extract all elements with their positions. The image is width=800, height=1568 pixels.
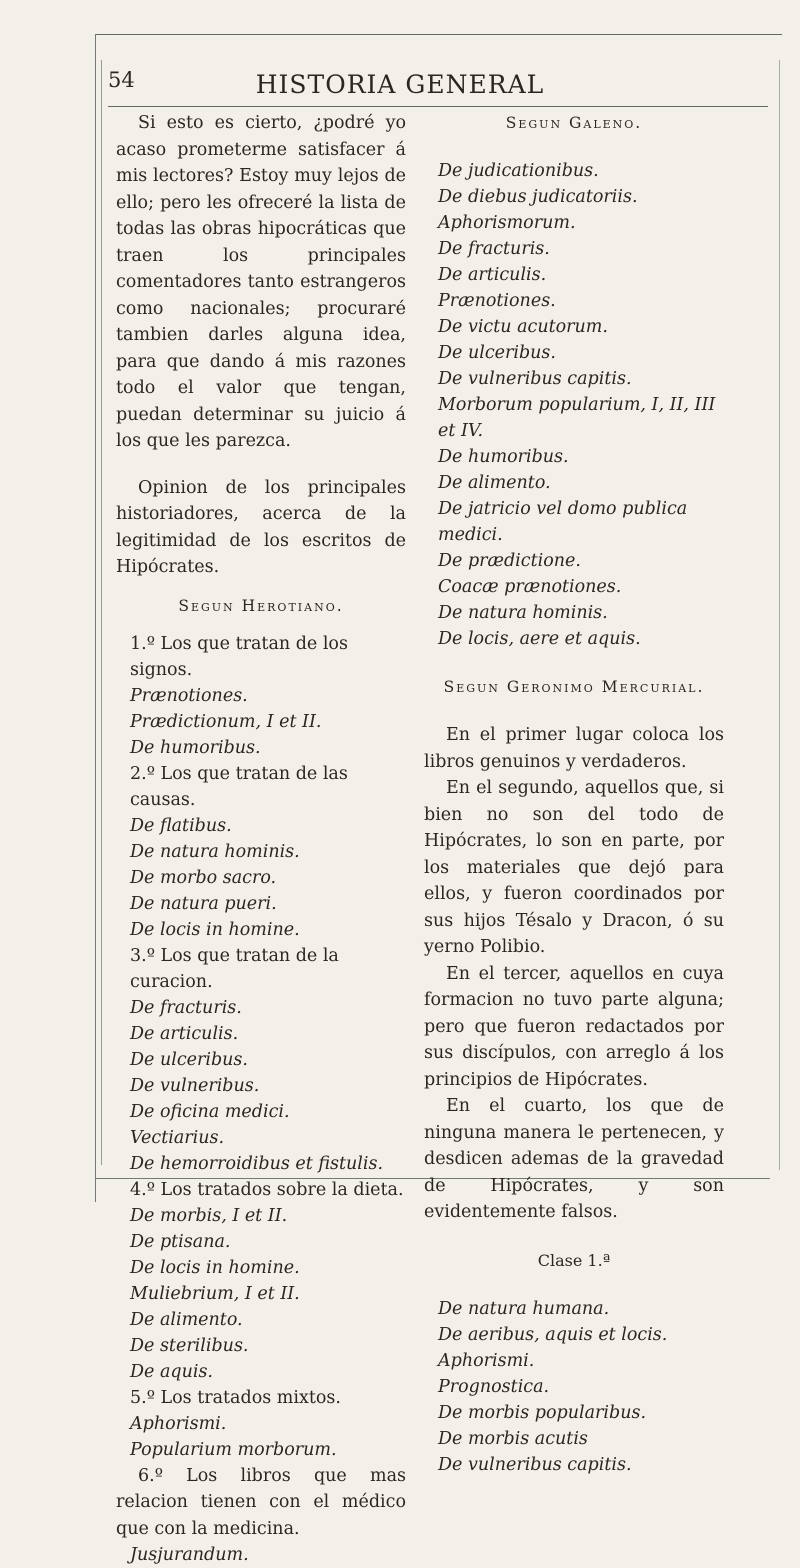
list-item-last: Jusjurandum. [130,1545,249,1565]
clase-list [424,1296,724,1478]
herotiano-list-item: 1.º Los que tratan de los signos. [130,633,348,680]
herotiano-list-item: Vectiarius. [130,1127,225,1148]
galeno-list-item: Coacæ prænotiones. [438,577,622,597]
herotiano-list-item: De articulis. [130,1023,239,1044]
herotiano-list-item: De locis in homine. [130,1257,300,1278]
herotiano-list [116,631,406,1463]
herotiano-list-item: De humoribus. [130,737,261,758]
intro-paragraph: Si esto es cierto, ¿podré yo acaso prometerme satisfacer á mis lectores? Estoy muy lejos de ello; pero les ofreceré la lista de todas las obras hipocráticas que traen los principales comentadores tanto estrangeros como nacionales; procuraré tambien darles alguna idea, para que dando á mis razones todo el valor que tengan, puedan determinar su juicio á los que les parezca. [116,113,406,451]
herotiano-list-item: De natura pueri. [130,893,277,914]
herotiano-list-item: 4.º Los tratados sobre la dieta. [130,1179,404,1200]
page-border-left [95,34,96,1202]
galeno-list-item: De prædictione. [438,551,581,571]
herotiano-list-item: Prænotiones. [130,685,248,706]
mercurial-paragraph-2: En el segundo, aquellos que, si bien no son del todo de Hipócrates, lo son en parte, por los materiales que dejó para ellos, y fueron coordinados por sus hijos Tésalo y Dracon, ó su yerno Polibio. [424,778,724,957]
herotiano-list-item: De morbo sacro. [130,867,277,888]
right-column [424,110,724,1478]
galeno-list-item: De alimento. [438,473,551,493]
clase-heading: Clase 1.ª [537,1250,611,1270]
page-inner-border-left [101,60,102,1165]
herotiano-list-item: De morbis, I et II. [130,1205,288,1226]
herotiano-list-item: De alimento. [130,1309,243,1330]
list-item-6: 6.º Los libros que mas relacion tienen con el médico que con la medicina. [116,1465,406,1539]
running-title: HISTORIA GENERAL [255,70,545,99]
herotiano-list-item: 3.º Los que tratan de la curacion. [130,945,339,992]
clase-list-item: Aphorismi. [438,1350,535,1371]
galeno-list-item: De fracturis. [438,239,550,259]
section-heading-galeno: Segun Galeno. [505,114,643,132]
herotiano-list-item: Popularium morborum. [130,1439,337,1460]
galeno-list-item: De articulis. [438,265,547,285]
herotiano-list-item: De oficina medici. [130,1101,290,1122]
herotiano-list-item: De hemorroidibus et fistulis. [130,1153,384,1174]
clase-list-item: De morbis acutis [438,1428,588,1449]
herotiano-list-item: De ptisana. [130,1231,231,1252]
galeno-list-item: De jatricio vel domo publica medici. [438,499,688,545]
galeno-list-item: De victu acutorum. [438,317,608,337]
herotiano-list-item: De natura hominis. [130,841,300,862]
herotiano-list-item: Prædictionum, I et II. [130,711,322,732]
clase-list-item: De morbis popularibus. [438,1402,647,1423]
herotiano-list-item: De aquis. [130,1361,213,1382]
galeno-list-item: Aphorismorum. [438,213,576,233]
galeno-list-item: De diebus judicatoriis. [438,187,638,207]
galeno-list-item: Morborum popularium, I, II, III et IV. [438,395,716,441]
galeno-list-item: De vulneribus capitis. [438,369,632,389]
herotiano-list-item: Aphorismi. [130,1413,227,1434]
galeno-list-item: Prænotiones. [438,291,556,311]
herotiano-list-item: 2.º Los que tratan de las causas. [130,763,348,810]
herotiano-list-item: De locis in homine. [130,919,300,940]
herotiano-list-item: De ulceribus. [130,1049,248,1070]
galeno-list-item: De natura hominis. [438,603,608,623]
section-heading-herotiano: Segun Herotiano. [178,596,344,615]
galeno-list [424,158,724,652]
herotiano-list-item: De vulneribus. [130,1075,260,1096]
page-border-top [95,34,782,35]
galeno-list-item: De ulceribus. [438,343,556,363]
opinion-heading: Opinion de los principales historiadores, acerca de la legitimidad de los escritos de Hipócrates. [116,477,406,577]
left-column [116,110,406,1568]
section-heading-mercurial: Segun Geronimo Mercurial. [443,678,705,696]
mercurial-paragraph-4: En el cuarto, los que de ninguna manera le pertenecen, y desdicen ademas de la gravedad de Hipócrates, y son evidentemente falsos. [424,1096,724,1222]
clase-list-item: De vulneribus capitis. [438,1454,632,1475]
galeno-list-item: De humoribus. [438,447,569,467]
mercurial-paragraph-3: En el tercer, aquellos en cuya formacion no tuvo parte alguna; pero que fueron redactados por sus discípulos, con arreglo á los principios de Hipócrates. [424,963,724,1090]
herotiano-list-item: De flatibus. [130,815,232,836]
clase-list-item: De aeribus, aquis et locis. [438,1324,668,1345]
page-number: 54 [108,68,135,92]
herotiano-list-item: 5.º Los tratados mixtos. [130,1387,341,1408]
clase-list-item: Prognostica. [438,1376,550,1397]
header-rule [108,106,768,107]
galeno-list-item: De judicationibus. [438,161,599,181]
mercurial-paragraph-1: En el primer lugar coloca los libros genuinos y verdaderos. [424,725,724,772]
herotiano-list-item: De fracturis. [130,997,242,1018]
herotiano-list-item: Muliebrium, I et II. [130,1283,300,1304]
page-border-right [779,60,780,1170]
clase-list-item: De natura humana. [438,1298,610,1319]
herotiano-list-item: De sterilibus. [130,1335,249,1356]
galeno-list-item: De locis, aere et aquis. [438,629,641,649]
